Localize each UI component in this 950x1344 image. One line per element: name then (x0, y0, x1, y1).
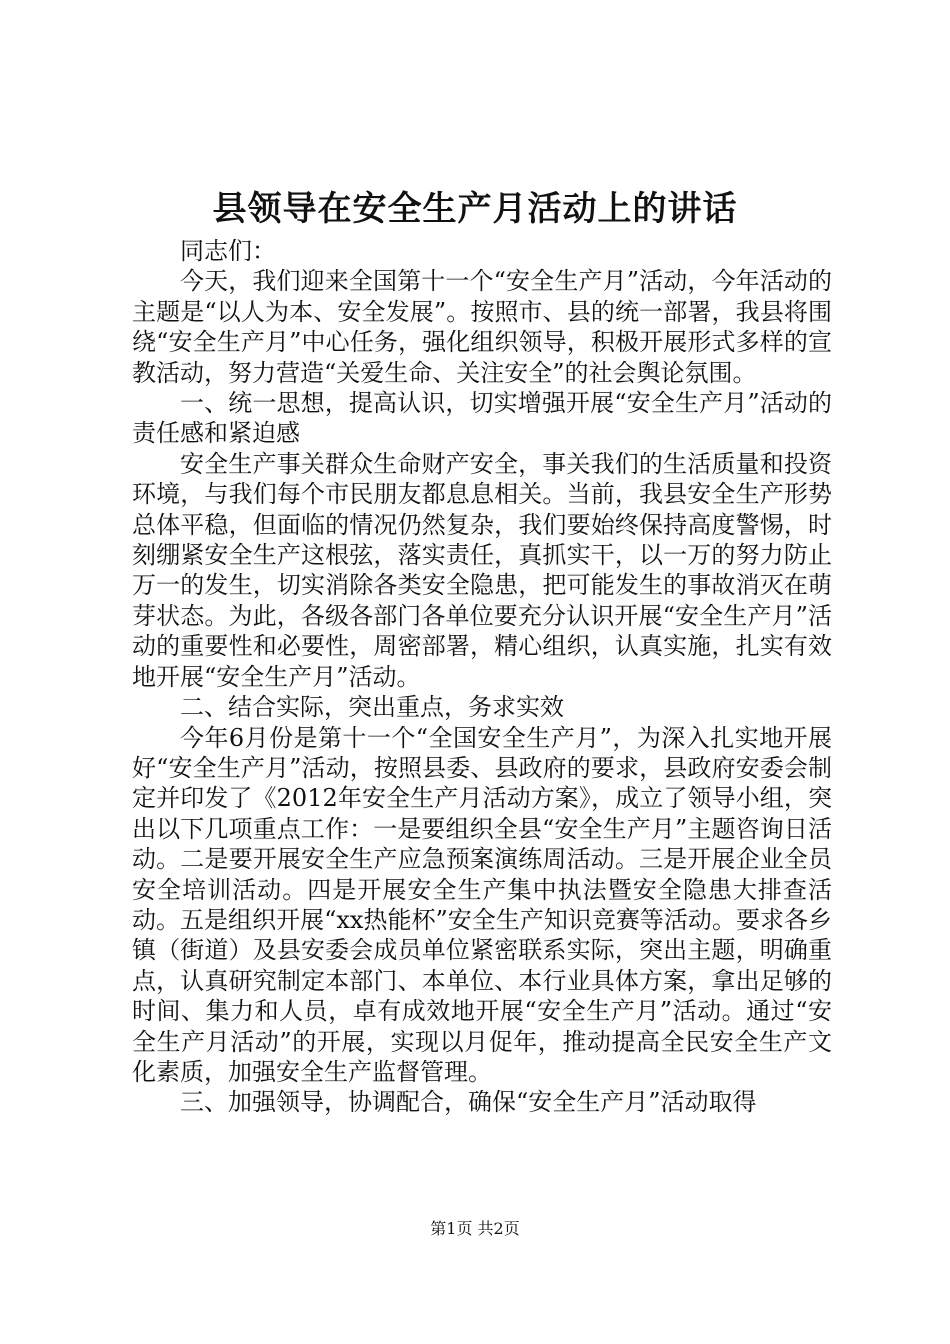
section-heading-3: 三、加强领导，协调配合，确保“安全生产月”活动取得 (180, 1088, 757, 1117)
section-2-paragraph: 今年6月份是第十一个“全国安全生产月”，为深入扎实地开展好“安全生产月”活动，按照县委、县政府的要求，县政府安委会制定并印发了《2012年安全生产月活动方案》，成立了领导小组，突出以下几项重点工作：一是要组织全县“安全生产月”主题咨询日活动。二是要开展安全生产应急预案演练周活动。三是开展企业全员安全培训活动。四是开展安全生产集中执法暨安全隐患大排查活动。五是组织开展“xx热能杯”安全生产知识竞赛等活动。要求各乡镇（街道）及县安委会成员单位紧密联系实际，突出主题，明确重点，认真研究制定本部门、本单位、本行业具体方案，拿出足够的时间、集力和人员，卓有成效地开展“安全生产月”活动。通过“安全生产月活动”的开展，实现以月促年，推动提高全民安全生产文化素质，加强安全生产监督管理。 (132, 723, 832, 1086)
document-body (132, 236, 832, 1118)
intro-paragraph: 今天，我们迎来全国第十一个“安全生产月”活动，今年活动的主题是“以人为本、安全发展”。按照市、县的统一部署，我县将围绕“安全生产月”中心任务，强化组织领导，积极开展形式多样的宣教活动，努力营造“关爱生命、关注安全”的社会舆论氛围。 (132, 267, 832, 387)
section-heading-1: 一、统一思想，提高认识，切实增强开展“安全生产月”活动的责任感和紧迫感 (132, 389, 832, 448)
section-heading-2: 二、结合实际，突出重点，务求实效 (180, 693, 564, 722)
greeting-paragraph: 同志们： (180, 237, 276, 265)
document-title: 县领导在安全生产月活动上的讲话 (212, 189, 738, 229)
page-number-footer: 第1页 共2页 (430, 1219, 520, 1238)
section-1-paragraph: 安全生产事关群众生命财产安全，事关我们的生活质量和投资环境，与我们每个市民朋友都息息相关。当前，我县安全生产形势总体平稳，但面临的情况仍然复杂，我们要始终保持高度警惕，时刻绷紧安全生产这根弦，落实责任，真抓实干，以一万的努力防止万一的发生，切实消除各类安全隐患，把可能发生的事故消灭在萌芽状态。为此，各级各部门各单位要充分认识开展“安全生产月”活动的重要性和必要性，周密部署，精心组织，认真实施，扎实有效地开展“安全生产月”活动。 (132, 449, 832, 691)
